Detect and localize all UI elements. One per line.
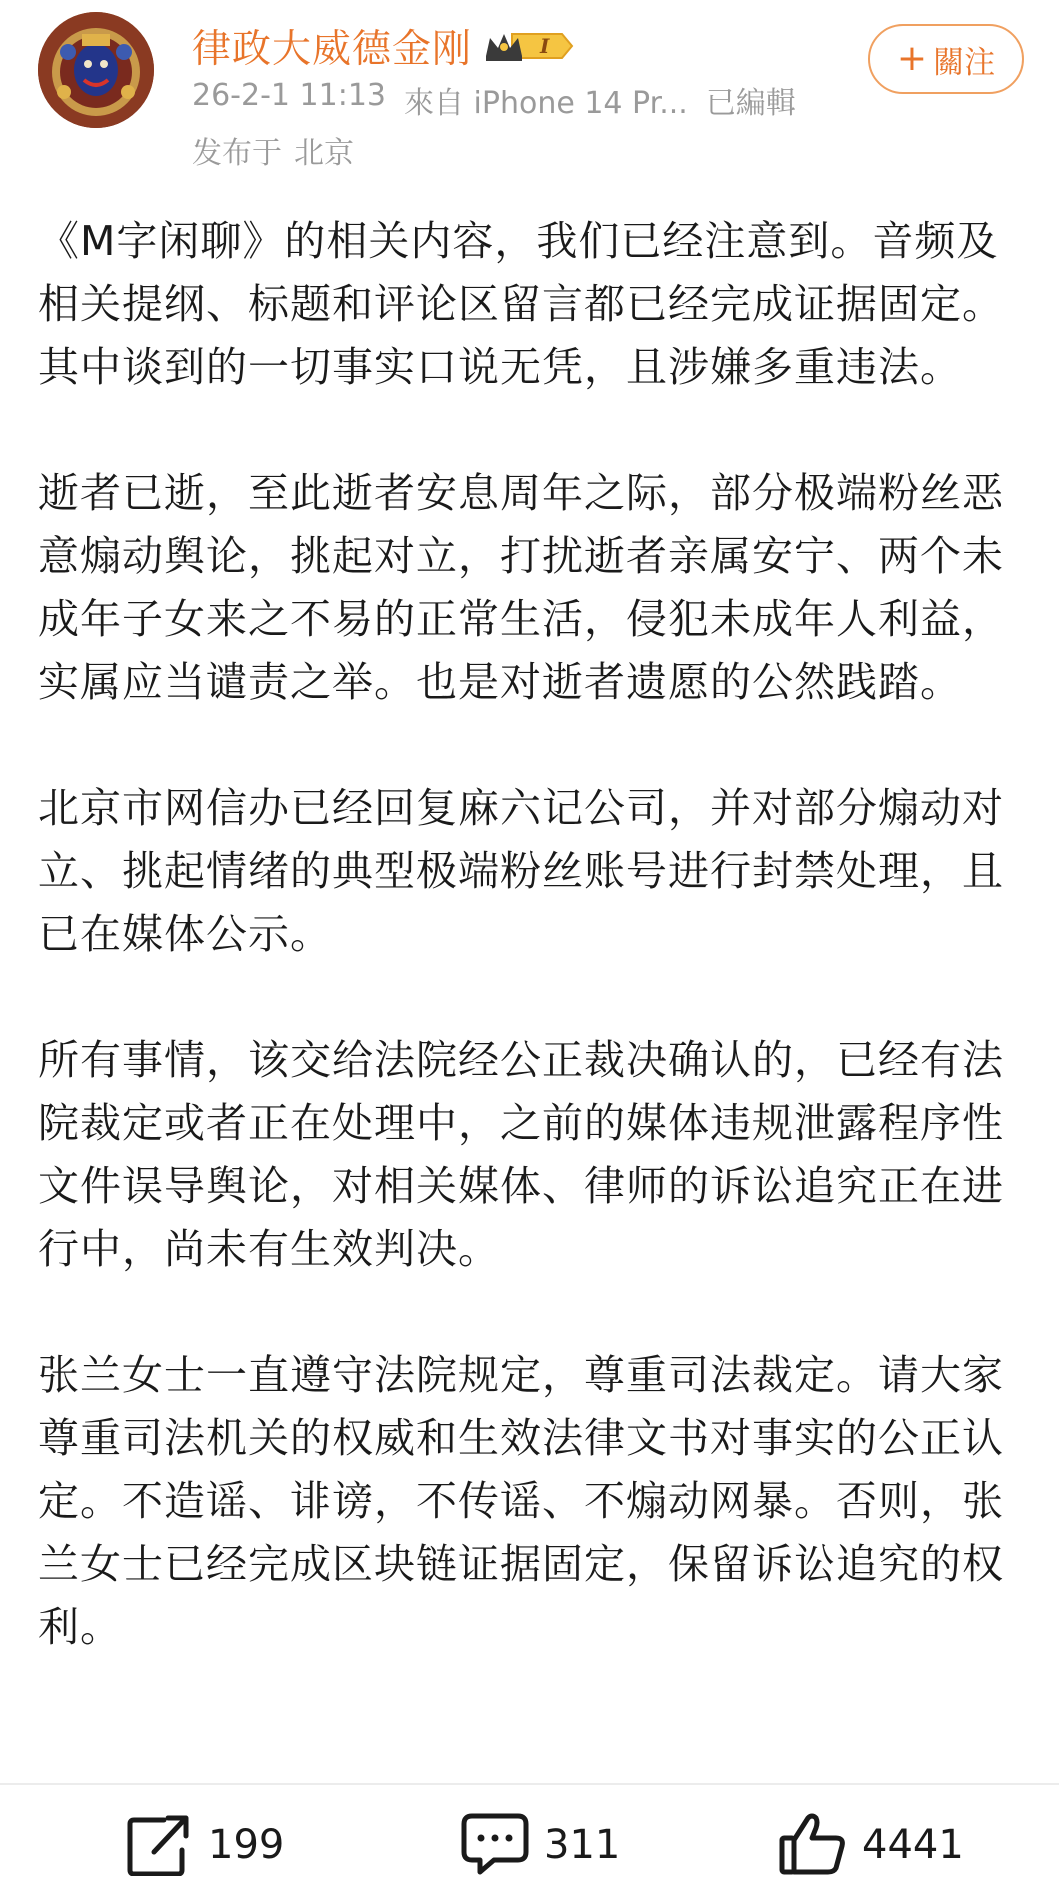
like-count: 4441 <box>862 1822 964 1868</box>
author-name[interactable]: 律政大威德金刚 <box>192 27 473 72</box>
comment-button[interactable] <box>460 1810 620 1880</box>
post-meta <box>192 78 796 122</box>
post-paragraph: 《M字闲聊》的相关内容，我们已经注意到。音频及相关提纲、标题和评论区留言都已经完成证据固定。其中谈到的一切事实口说无凭，且涉嫌多重违法。 <box>38 217 1004 391</box>
repost-button[interactable] <box>126 1810 284 1880</box>
post-source: 來自 iPhone 14 Pr... <box>404 86 688 121</box>
repost-icon <box>126 1810 194 1880</box>
repost-count: 199 <box>208 1822 285 1868</box>
action-bar-divider <box>0 1783 1059 1785</box>
post-body <box>38 210 1023 1722</box>
avatar[interactable] <box>38 12 154 128</box>
location-prefix: 发布于 <box>192 136 282 171</box>
post-paragraph: 逝者已逝，至此逝者安息周年之际，部分极端粉丝恶意煽动舆论，挑起对立，打扰逝者亲属安宁、两个未成年子女来之不易的正常生活，侵犯未成年人利益，实属应当谴责之举。也是对逝者遗愿的公然践踏。 <box>38 469 1004 706</box>
action-bar <box>0 1810 1059 1883</box>
like-button[interactable] <box>778 1810 964 1880</box>
post-paragraph: 张兰女士一直遵守法院规定，尊重司法裁定。请大家尊重司法机关的权威和生效法律文书对事实的公正认定。不造谣、诽谤，不传谣、不煽动网暴。否则，张兰女士已经完成区块链证据固定，保留诉讼追究的权利。 <box>38 1351 1004 1651</box>
follow-button[interactable] <box>868 24 1024 94</box>
post-timestamp: 26-2-1 11:13 <box>192 78 386 113</box>
post-header <box>0 0 1059 180</box>
thumbs-up-icon <box>778 1810 848 1880</box>
follow-label: 關注 <box>933 44 996 81</box>
comment-icon <box>460 1810 530 1880</box>
avatar-image <box>38 12 154 128</box>
crown-vip-icon[interactable] <box>482 26 574 66</box>
author-row <box>192 18 574 74</box>
edited-label[interactable]: 已編輯 <box>705 86 796 121</box>
location-value: 北京 <box>294 136 354 171</box>
comment-count: 311 <box>544 1822 621 1868</box>
post-paragraph: 北京市网信办已经回复麻六记公司，并对部分煽动对立、挑起情绪的典型极端粉丝账号进行封禁处理，且已在媒体公示。 <box>38 784 1004 958</box>
plus-icon: + <box>896 38 928 79</box>
post-location <box>192 128 354 172</box>
post-paragraph: 所有事情，该交给法院经公正裁决确认的，已经有法院裁定或者正在处理中，之前的媒体违规泄露程序性文件误导舆论，对相关媒体、律师的诉讼追究正在进行中，尚未有生效判决。 <box>38 1036 1004 1273</box>
svg-text:I: I <box>540 34 550 58</box>
